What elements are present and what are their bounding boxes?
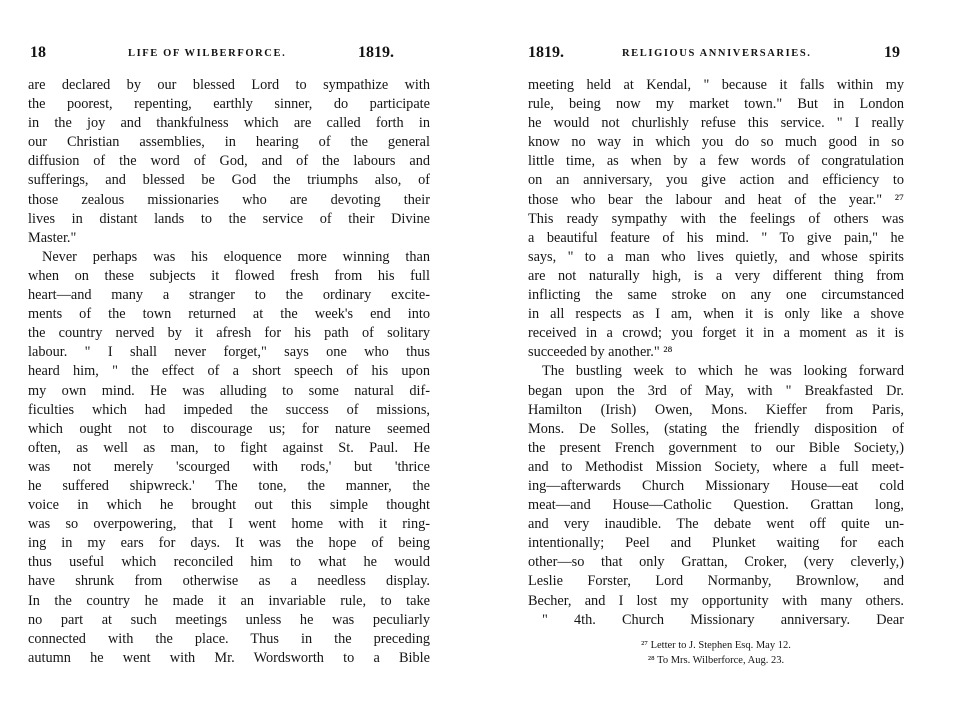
right-page xyxy=(528,0,904,705)
left-page xyxy=(22,0,430,705)
text-line: inflicting the same stroke on any one circumstanced xyxy=(528,287,904,304)
text-line: the present French government to our Bible Society,) xyxy=(528,439,904,456)
text-line: began upon the 3rd of May, with " Breakfasted Dr. xyxy=(528,382,904,399)
running-title: RELIGIOUS ANNIVERSARIES. xyxy=(622,48,812,59)
text-line: other—so that only Grattan, Croker, (very cleverly,) xyxy=(528,554,904,571)
text-line: ing in my ears for days. It was the hope of being xyxy=(28,535,430,552)
text-line: when on these subjects it flowed fresh from his full xyxy=(28,267,430,284)
text-line: " 4th. Church Missionary anniversary. Dear xyxy=(542,611,904,628)
text-line: he suffered shipwreck.' The tone, the manner, the xyxy=(28,477,430,494)
text-line: thus useful which reconciled him to what he would xyxy=(28,554,430,571)
text-line: are not naturally high, is a very different thing from xyxy=(528,267,904,284)
text-line: ments of the town returned at the week's end into xyxy=(28,306,430,323)
text-line: labour. " I shall never forget," says one who thus xyxy=(28,344,430,361)
text-line: The bustling week to which he was looking forward xyxy=(542,363,904,380)
footnotes xyxy=(528,638,904,668)
right-running-head xyxy=(528,44,904,64)
right-body-text xyxy=(528,76,904,630)
gutter xyxy=(478,0,479,705)
text-line: my own mind. He was alluding to some natural dif- xyxy=(28,382,430,399)
text-line: This ready sympathy with the feelings of others was xyxy=(528,210,904,227)
text-line: connected with the place. Thus in the preceding xyxy=(28,630,430,647)
text-line: sufferings, and blessed be God the triumphs also, of xyxy=(28,172,430,189)
text-line: heart—and many a stranger to the ordinary excite- xyxy=(28,287,430,304)
text-line: received in a crowd; you forget it in a moment as it is xyxy=(528,325,904,342)
text-line: succeeded by another." ²⁸ xyxy=(528,344,673,361)
text-line: on an anniversary, you give action and efficiency to xyxy=(528,172,904,189)
text-line: he would not churlishly refuse this service. " I really xyxy=(528,115,904,132)
text-line: rule, being now my market town." But in London xyxy=(528,96,904,113)
text-line: know no way in which you do so much good in so xyxy=(528,134,904,151)
text-line: diffusion of the word of God, and of the labours and xyxy=(28,153,430,170)
text-line: Hamilton (Irish) Owen, Mons. Kieffer from Paris, xyxy=(528,401,904,418)
text-line: autumn he went with Mr. Wordsworth to a Bible xyxy=(28,649,430,666)
text-line: which ought not to discourage us; for nature seemed xyxy=(28,420,430,437)
text-line: intentionally; Peel and Plunket waiting for each xyxy=(528,535,904,552)
text-line: the poorest, repenting, earthly sinner, do participate xyxy=(28,96,430,113)
text-line: was not merely 'scourged with rods,' but 'thrice xyxy=(28,458,430,475)
text-line: in the joy and thankfulness which are called forth in xyxy=(28,115,430,132)
text-line: lives in distant lands to the service of their Divine xyxy=(28,210,430,227)
text-line: little time, as when by a few words of congratulation xyxy=(528,153,904,170)
text-line: ficulties which had impeded the success of missions, xyxy=(28,401,430,418)
left-body-text xyxy=(28,76,430,668)
footnote: ²⁸ To Mrs. Wilberforce, Aug. 23. xyxy=(647,655,785,666)
running-title: LIFE OF WILBERFORCE. xyxy=(128,48,287,59)
text-line: In the country he made it an invariable rule, to take xyxy=(28,592,430,609)
text-line: says, " to a man who lives quietly, and whose spirits xyxy=(528,248,904,265)
text-line: and very inaudible. The debate went off quite un- xyxy=(528,516,904,533)
text-line: have shrunk from otherwise as a needless display. xyxy=(28,573,430,590)
text-line: often, as well as man, to fight against St. Paul. He xyxy=(28,439,430,456)
text-line: voice in which he brought out this simple thought xyxy=(28,497,430,514)
text-line: Never perhaps was his eloquence more winning than xyxy=(42,248,430,265)
text-line: a beautiful feature of his mind. " To give pain," he xyxy=(528,229,904,246)
text-line: no part at such meetings unless he was peculiarly xyxy=(28,611,430,628)
text-line: heard him, " the effect of a short speech of his upon xyxy=(28,363,430,380)
text-line: and to Methodist Mission Society, where a full meet- xyxy=(528,458,904,475)
running-year: 1819. xyxy=(358,44,394,61)
left-running-head xyxy=(22,44,430,64)
text-line: Master." xyxy=(28,229,77,246)
footnote: ²⁷ Letter to J. Stephen Esq. May 12. xyxy=(641,640,791,651)
text-line: those zealous missionaries who are devoting their xyxy=(28,191,430,208)
text-line: meat—and House—Catholic Question. Grattan long, xyxy=(528,497,904,514)
text-line: those who bear the labour and heat of the year." ²⁷ xyxy=(528,191,904,208)
text-line: Leslie Forster, Lord Normanby, Brownlow, and xyxy=(528,573,904,590)
text-line: ing—afterwards Church Missionary House—eat cold xyxy=(528,477,904,494)
text-line: Mons. De Solles, (stating the friendly disposition of xyxy=(528,420,904,437)
running-year: 1819. xyxy=(528,44,564,61)
text-line: in all respects as I am, when it is only like a shove xyxy=(528,306,904,323)
text-line: meeting held at Kendal, " because it falls within my xyxy=(528,77,904,93)
text-line: was so overpowering, that I went home with it ring- xyxy=(28,516,430,533)
text-line: our Christian assemblies, in hearing of the general xyxy=(28,134,430,151)
text-line: the country nerved by it afresh for his path of solitary xyxy=(28,325,430,342)
page-number: 18 xyxy=(30,44,46,61)
text-line: Becher, and I lost my opportunity with many others. xyxy=(528,592,904,609)
text-line: are declared by our blessed Lord to sympathize with xyxy=(28,77,430,93)
page-number: 19 xyxy=(884,44,900,61)
